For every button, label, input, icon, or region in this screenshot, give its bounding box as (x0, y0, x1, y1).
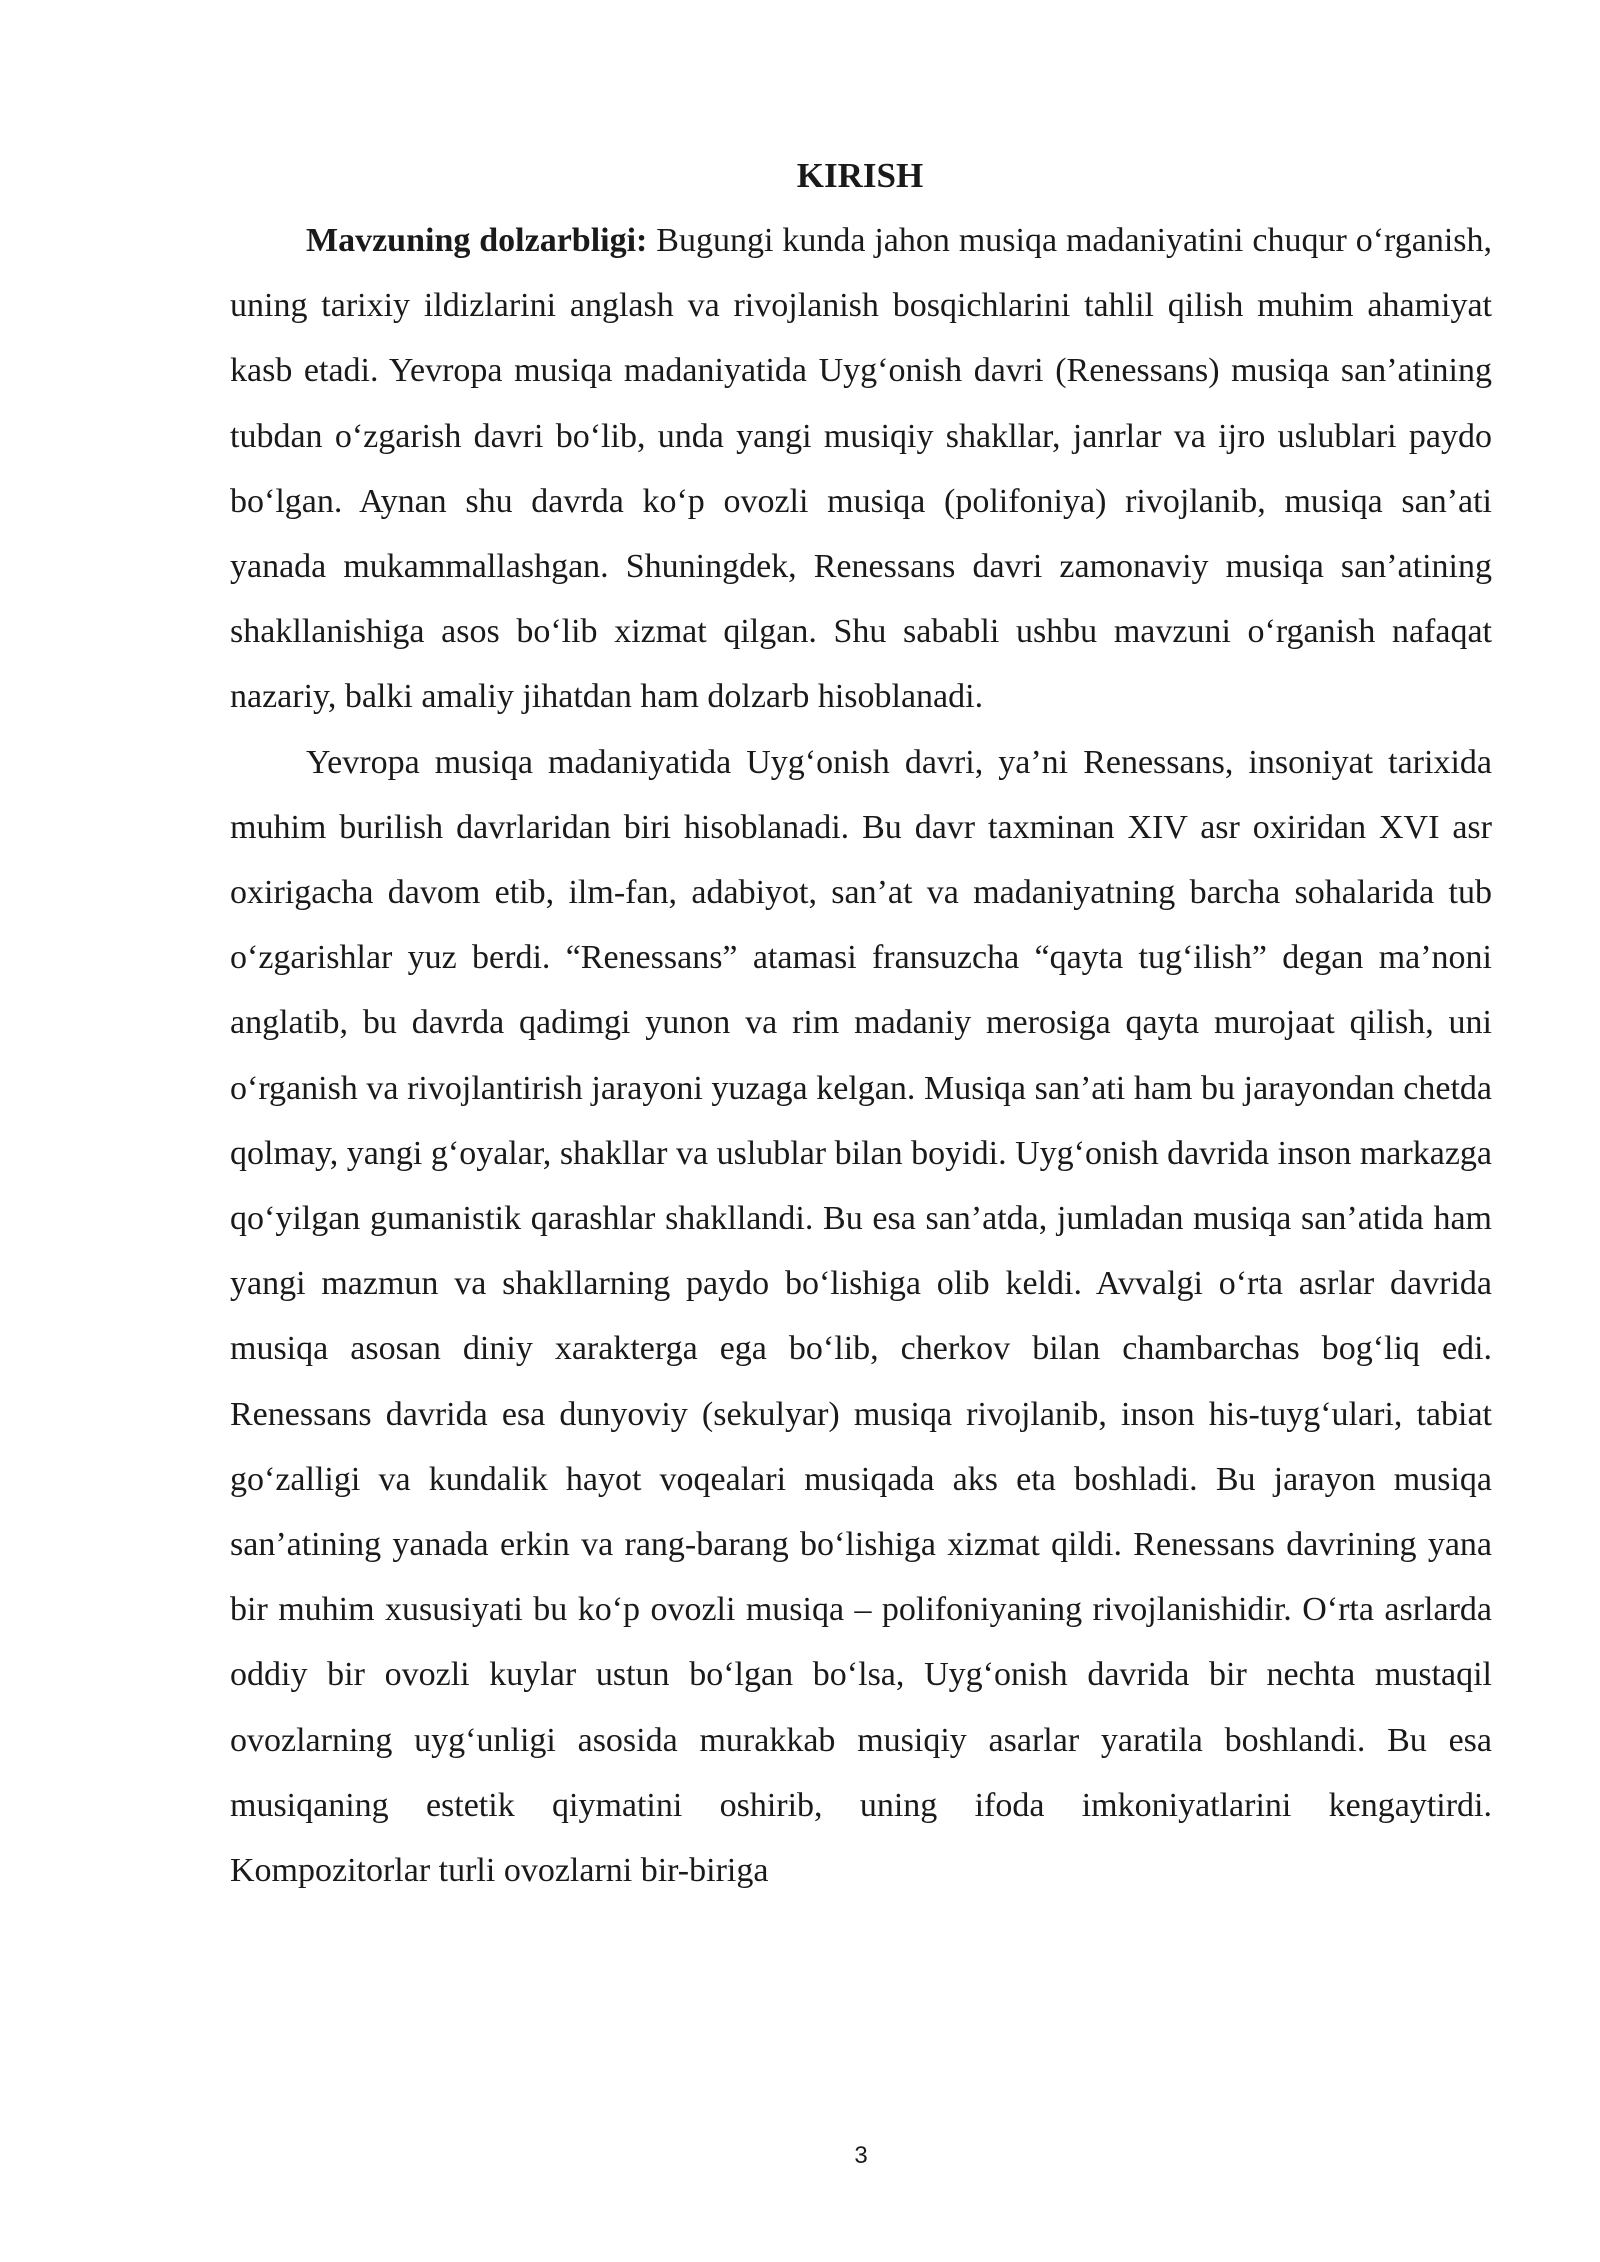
paragraph-lead-label: Mavzuning dolzarbligi: (306, 222, 648, 259)
section-heading: KIRISH (796, 156, 924, 195)
body-text (230, 208, 1492, 1903)
paragraph-text: Bugungi kunda jahon musiqa madaniyatini chuqur o‘rganish, uning tarixiy ildizlarini anglash va rivojlanish bosqichlarini tahlil qilish muhim ahamiyat kasb etadi. Yevropa musiqa madaniyatida Uyg‘onish davri (Renessans) musiqa san’atining tubdan o‘zgarish davri bo‘lib, unda yangi musiqiy shakllar, janrlar va ijro uslublari paydo bo‘lgan. Aynan shu davrda ko‘p ovozli musiqa (polifoniya) rivojlanib, musiqa san’ati yanada mukammallashgan. Shuningdek, Renessans davri zamonaviy musiqa san’atining shakllanishiga asos bo‘lib xizmat qilgan. Shu sababli ushbu mavzuni o‘rganish nafaqat nazariy, balki amaliy jihatdan ham dolzarb hisoblanadi. (230, 222, 1492, 716)
page-number: 3 (854, 2142, 868, 2169)
paragraph-renaissance: Yevropa musiqa madaniyatida Uyg‘onish davri, ya’ni Renessans, insoniyat tarixida muhim burilish davrlaridan biri hisoblanadi. Bu davr taxminan XIV asr oxiridan XVI asr oxirigacha davom etib, ilm-fan, adabiyot, san’at va madaniyatning barcha sohalarida tub o‘zgarishlar yuz berdi. “Renessans” atamasi fransuzcha “qayta tug‘ilish” degan ma’noni anglatib, bu davrda qadimgi yunon va rim madaniy merosiga qayta murojaat qilish, uni o‘rganish va rivojlantirish jarayoni yuzaga kelgan. Musiqa san’ati ham bu jarayondan chetda qolmay, yangi g‘oyalar, shakllar va uslublar bilan boyidi. Uyg‘onish davrida inson markazga qo‘yilgan gumanistik qarashlar shakllandi. Bu esa san’atda, jumladan musiqa san’atida ham yangi mazmun va shakllarning paydo bo‘lishiga olib keldi. Avvalgi o‘rta asrlar davrida musiqa asosan diniy xarakterga ega bo‘lib, cherkov bilan chambarchas bog‘liq edi. Renessans davrida esa dunyoviy (sekulyar) musiqa rivojlanib, inson his-tuyg‘ulari, tabiat go‘zalligi va kundalik hayot voqealari musiqada aks eta boshladi. Bu jarayon musiqa san’atining yanada erkin va rang-barang bo‘lishiga xizmat qildi. Renessans davrining yana bir muhim xususiyati bu ko‘p ovozli musiqa – polifoniyaning rivojlanishidir. O‘rta asrlarda oddiy bir ovozli kuylar ustun bo‘lgan bo‘lsa, Uyg‘onish davrida bir nechta mustaqil ovozlarning uyg‘unligi asosida murakkab musiqiy asarlar yaratila boshlandi. Bu esa musiqaning estetik qiymatini oshirib, uning ifoda imkoniyatlarini kengaytirdi. Kompozitorlar turli ovozlarni bir-biriga (230, 743, 1492, 1890)
paragraph-relevance (230, 208, 1492, 730)
